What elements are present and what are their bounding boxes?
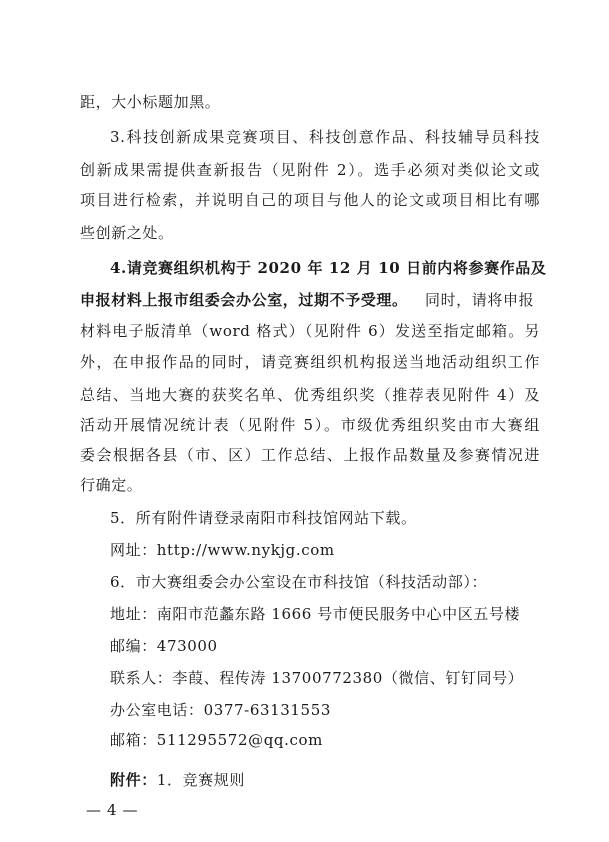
text-line: 距，大小标题加黑。 [80,93,221,111]
attachment-label: 附件： [110,771,157,789]
website-line: 网址：http://www.nykjg.com [110,541,335,559]
bold-text-span: 申报材料上报市组委会办公室，过期不予受理。 [80,291,408,309]
text-line-mixed [80,290,540,310]
email-line: 邮箱：511295572@qq.com [110,731,323,749]
text-line: 些创新之处。 [80,224,174,242]
postcode-line: 邮编：473000 [110,637,218,655]
address-line: 地址：南阳市范蠡东路 1666 号市便民服务中心中区五号楼 [110,605,521,623]
text-span: 同时，请将申报 [424,291,535,309]
text-line: 3.科技创新成果竞赛项目、科技创意作品、科技辅导员科技 [110,128,540,146]
phone-line: 办公室电话：0377-63131553 [110,701,331,719]
contact-line: 联系人：李葭、程传涛 13700772380（微信、钉钉同号） [110,669,524,687]
text-line: 活动开展情况统计表（见附件 5）。市级优秀组织奖由市大赛组 [80,416,540,434]
text-line: 6．市大赛组委会办公室设在市科技馆（科技活动部）： [110,573,488,591]
text-line: 外，在申报作品的同时，请竞赛组织机构报送当地活动组织工作 [80,353,540,371]
bold-text-line: 4.请竞赛组织机构于 2020 年 12 月 10 日前内将参赛作品及 [110,259,547,277]
attachment-item: 1．竞赛规则 [156,771,245,789]
text-line: 5．所有附件请登录南阳市科技馆网站下载。 [110,509,417,527]
text-line: 总结、当地大赛的获奖名单、优秀组织奖（推荐表见附件 4）及 [80,386,540,404]
text-line: 项目进行检索，并说明自己的项目与他人的论文或项目相比有哪 [80,191,540,209]
text-line: 委会根据各县（市、区）工作总结、上报作品数量及参赛情况进 [80,446,540,464]
attachment-line [110,770,540,790]
page-number: — 4 — [86,801,139,819]
text-line: 材料电子版清单（word 格式）（见附件 6）发送至指定邮箱。另 [80,322,540,340]
text-line: 行确定。 [80,476,143,494]
text-line: 创新成果需提供查新报告（见附件 2）。选手必须对类似论文或 [80,161,540,179]
